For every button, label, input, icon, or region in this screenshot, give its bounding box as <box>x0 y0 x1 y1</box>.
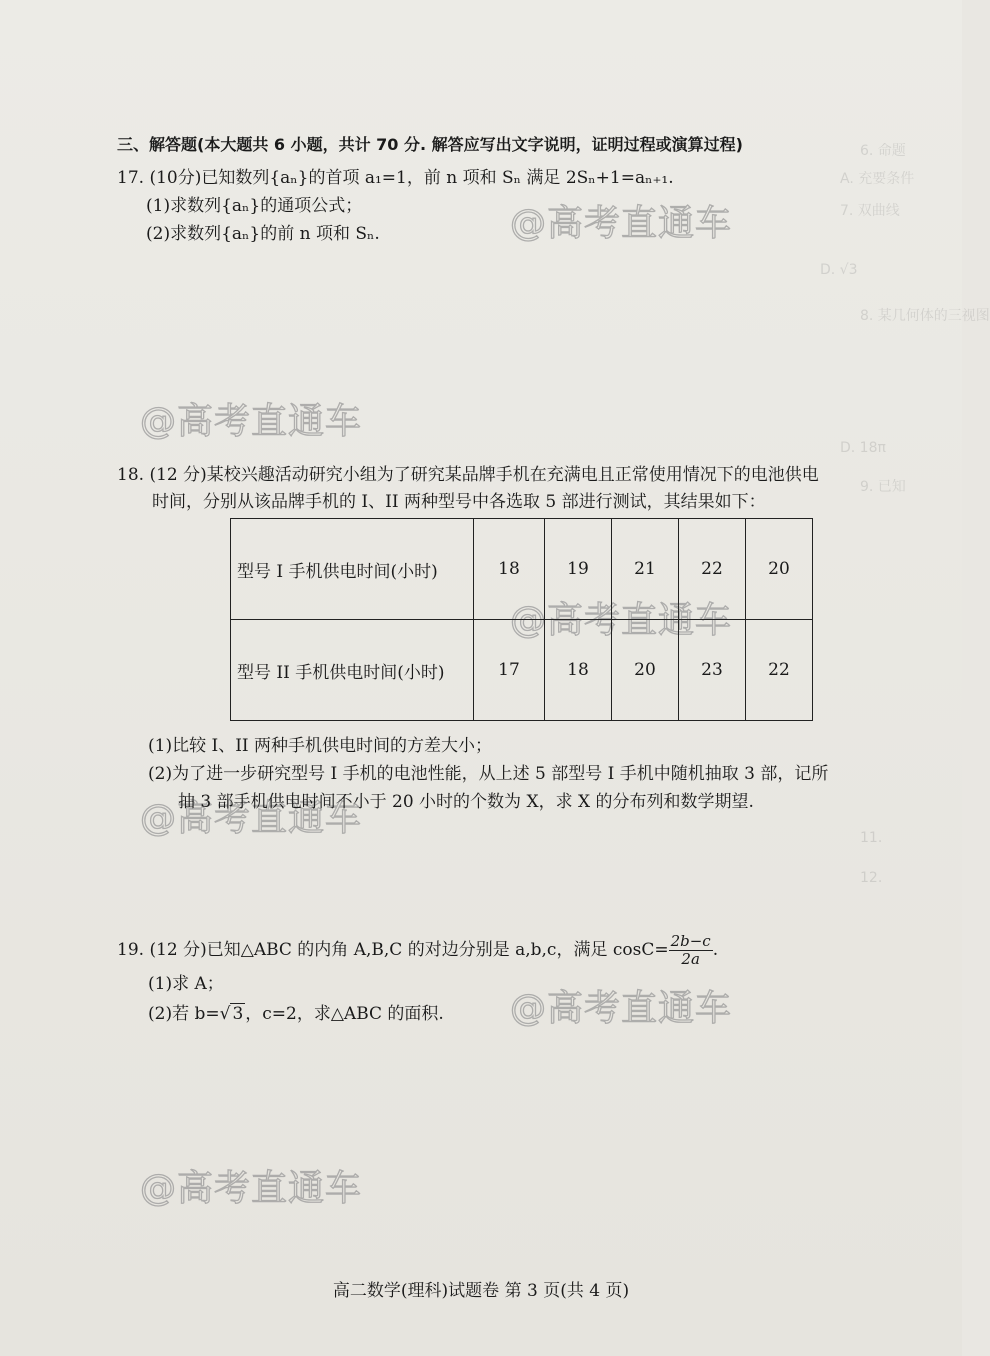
table-cell: 22 <box>746 620 813 721</box>
table-cell: 17 <box>474 620 545 721</box>
q19-part2 <box>148 1002 444 1026</box>
table-cell: 19 <box>545 519 612 620</box>
q17-part2: (2)求数列{aₙ}的前 n 项和 Sₙ. <box>146 224 380 244</box>
q18-stem-line1: 18. (12 分)某校兴趣活动研究小组为了研究某品牌手机在充满电且正常使用情况下的电池供电 <box>117 465 819 485</box>
radicand: 3 <box>232 1004 244 1024</box>
q19-part1: (1)求 A； <box>148 974 224 994</box>
q18-stem-line2: 时间，分别从该品牌手机的 I、II 两种型号中各选取 5 部进行测试，其结果如下： <box>152 492 766 512</box>
q18-part2-line1: (2)为了进一步研究型号 I 手机的电池性能，从上述 5 部型号 I 手机中随机抽取 3 部，记所 <box>148 764 829 784</box>
bleed-through-text: 11. <box>860 830 883 846</box>
cos-fraction <box>669 933 713 968</box>
q17-stem: 17. (10分)已知数列{aₙ}的首项 a₁=1，前 n 项和 Sₙ 满足 2Sₙ+1=aₙ₊₁. <box>117 168 674 188</box>
battery-time-table <box>230 518 813 721</box>
table-cell: 22 <box>679 519 746 620</box>
row-label-type1: 型号 I 手机供电时间(小时) <box>231 519 474 620</box>
table-cell: 23 <box>679 620 746 721</box>
table-cell: 18 <box>545 620 612 721</box>
fraction-denominator: 2a <box>681 950 700 968</box>
bleed-through-text: 12. <box>860 870 883 886</box>
q18-part1: (1)比较 I、II 两种手机供电时间的方差大小； <box>148 736 493 756</box>
bleed-through-text: 8. 某几何体的三视图 <box>860 308 990 324</box>
bleed-through-text: 7. 双曲线 <box>840 203 900 219</box>
bleed-through-text: A. 充要条件 <box>840 171 915 187</box>
q19-stem <box>117 933 718 968</box>
section-title: 三、解答题(本大题共 6 小题，共计 70 分. 解答应写出文字说明，证明过程或演算过程) <box>117 135 743 154</box>
watermark: @高考直通车 <box>140 798 363 839</box>
bleed-through-text: 9. 已知 <box>860 479 906 495</box>
bleed-through-text: D. √3 <box>820 262 858 278</box>
bleed-through-text: 6. 命题 <box>860 143 906 159</box>
row-label-type2: 型号 II 手机供电时间(小时) <box>231 620 474 721</box>
bleed-through-text: D. 18π <box>840 440 886 456</box>
q19-part2-suffix: ，c=2，求△ABC 的面积. <box>245 1004 444 1024</box>
table-row <box>231 519 813 620</box>
watermark: @高考直通车 <box>140 1168 363 1209</box>
page-footer: 高二数学(理科)试题卷 第 3 页(共 4 页) <box>332 1281 630 1301</box>
table-cell: 18 <box>474 519 545 620</box>
q19-part2-prefix: (2)若 b=√ <box>148 1004 231 1024</box>
watermark: @高考直通车 <box>510 203 733 244</box>
watermark: @高考直通车 <box>510 600 733 641</box>
watermark: @高考直通车 <box>510 988 733 1029</box>
table-cell: 21 <box>612 519 679 620</box>
q19-stem-suffix: . <box>712 940 719 960</box>
table-cell: 20 <box>746 519 813 620</box>
q17-part1: (1)求数列{aₙ}的通项公式； <box>146 196 363 216</box>
table-row <box>231 620 813 721</box>
q18-part2-line2: 抽 3 部手机供电时间不小于 20 小时的个数为 X，求 X 的分布列和数学期望. <box>178 792 754 812</box>
table-cell: 20 <box>612 620 679 721</box>
fraction-numerator: 2b−c <box>670 932 711 950</box>
q19-stem-prefix: 19. (12 分)已知△ABC 的内角 A,B,C 的对边分别是 a,b,c，满足 cosC= <box>117 940 669 960</box>
watermark: @高考直通车 <box>140 401 363 442</box>
